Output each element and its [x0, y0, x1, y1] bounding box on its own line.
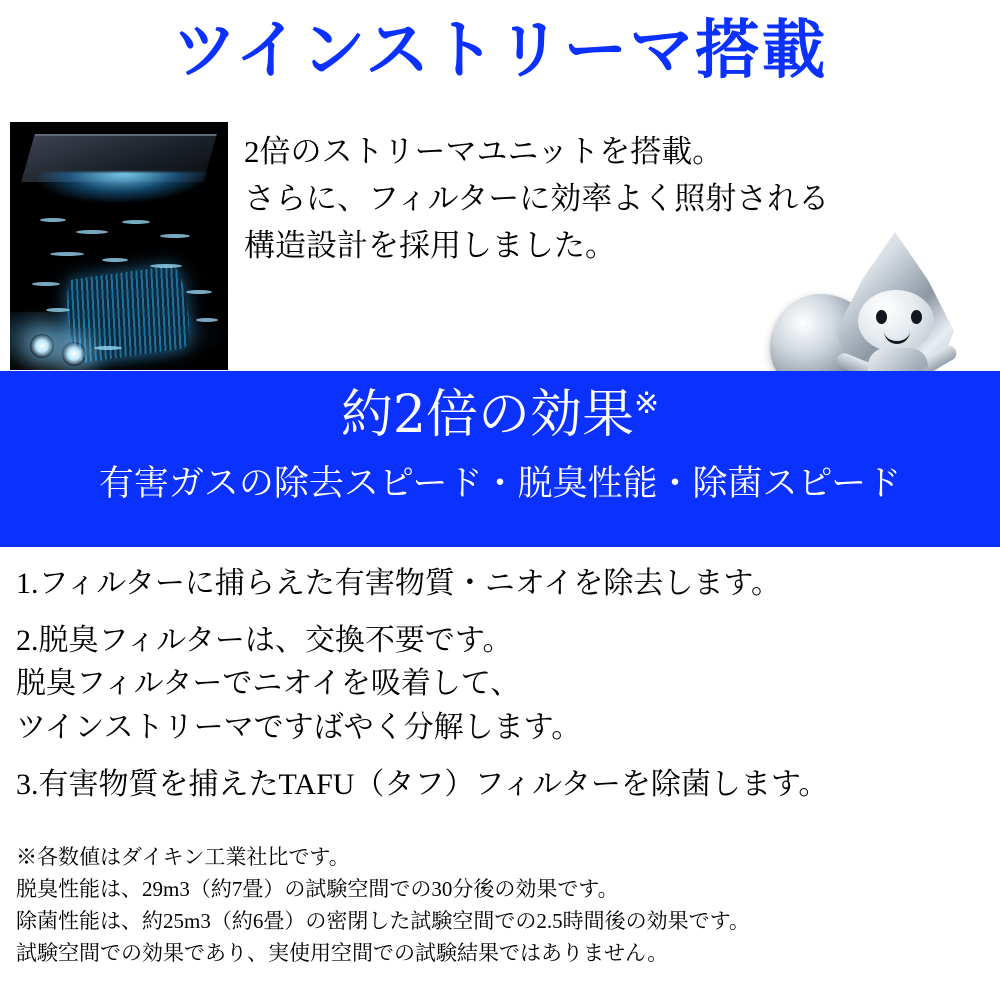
point-line: ツインストリーマですばやく分解します。: [16, 710, 582, 744]
airflow-particle: [150, 264, 182, 268]
point-line: 脱臭フィルターでニオイを吸着して、: [16, 667, 521, 701]
points-list: [16, 562, 986, 820]
footnote-line-3: 除菌性能は、約25m3（約6畳）の密閉した試験空間での2.5時間後の効果です。: [16, 908, 750, 933]
airflow-particle: [122, 220, 150, 224]
list-item: [16, 562, 986, 605]
airflow-particle: [94, 346, 122, 350]
point-line: 1.フィルターに捕らえた有害物質・ニオイを除去します。: [16, 567, 781, 600]
banner-headline: [0, 387, 1000, 444]
streamer-lamp-icon: [30, 334, 54, 358]
footnote-line-4: 試験空間での効果であり、実使用空間での試験結果ではありません。: [16, 940, 669, 965]
airflow-particle: [102, 258, 128, 262]
airflow-particle: [76, 230, 108, 234]
banner-subline: 有害ガスの除去スピード・脱臭性能・除菌スピード: [98, 464, 902, 503]
airflow-particle: [196, 318, 218, 322]
point-line: 3.有害物質を捕えたTAFU（タフ）フィルターを除菌します。: [16, 767, 829, 801]
streamer-unit-photo: [10, 122, 228, 370]
effect-banner: [0, 371, 1000, 547]
footnote-line-1: ※各数値はダイキン工業社比です。: [16, 845, 350, 869]
duct-glow: [32, 172, 209, 202]
point-line: 2.脱臭フィルターは、交換不要です。: [16, 624, 513, 658]
airflow-particle: [50, 252, 84, 256]
intro-line-3: 構造設計を採用しました。: [244, 228, 616, 264]
mascot-eye-icon: [876, 310, 887, 324]
airflow-particle: [46, 308, 70, 312]
airflow-particle: [160, 234, 190, 238]
banner-headline-mark: ※: [633, 386, 660, 421]
list-item: [16, 763, 986, 806]
banner-headline-text: 約2倍の効果: [340, 385, 634, 445]
footnote-line-2: 脱臭性能は、29m3（約7畳）の試験空間での30分後の効果です。: [16, 876, 619, 901]
intro-line-2: さらに、フィルターに効率よく照射される: [244, 181, 830, 217]
streamer-lamp-icon: [62, 342, 86, 366]
list-item: [16, 619, 986, 749]
mascot-eye-icon: [911, 310, 922, 324]
airflow-particle: [32, 282, 60, 286]
footnotes: [16, 842, 986, 970]
airflow-particle: [40, 218, 66, 222]
page-title: ツインストリーマ搭載: [172, 13, 828, 88]
intro-line-1: 2倍のストリーマユニットを搭載。: [244, 134, 724, 169]
airflow-particle: [186, 290, 212, 294]
